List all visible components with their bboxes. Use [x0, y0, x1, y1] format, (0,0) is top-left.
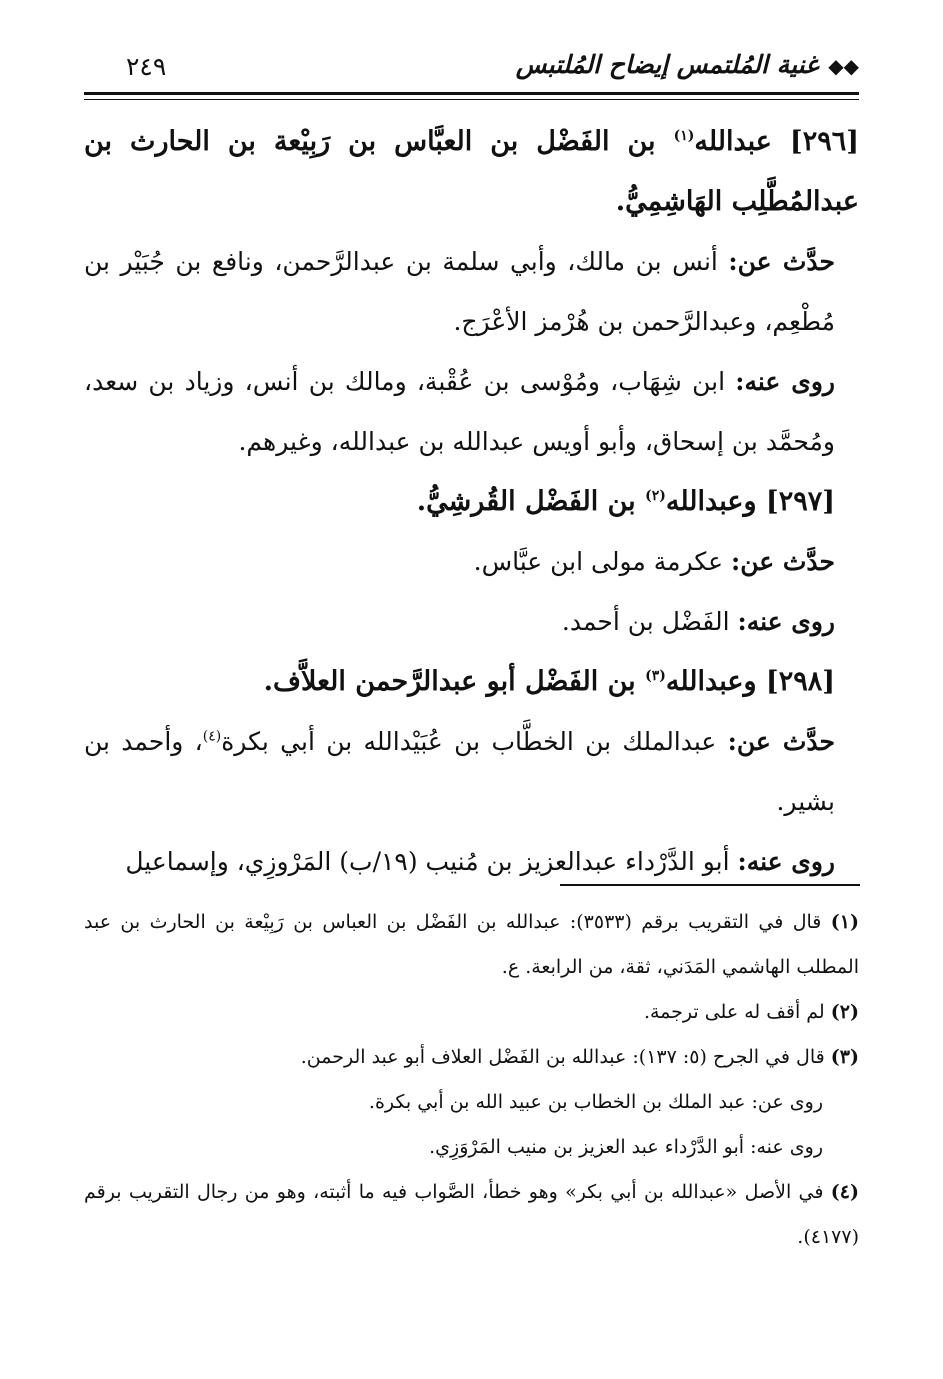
narrated-by-text: أبو الدَّرْداء عبدالعزيز بن مُنيب (١٩/ب) المَرْوزِي، وإسماعيل	[125, 847, 730, 876]
entry-296-heading	[84, 112, 859, 232]
entry-name: وعبدالله	[665, 486, 757, 517]
footnote-number: (١)	[830, 911, 859, 933]
running-title-text: غنية المُلتمس إيضاح المُلتبس	[515, 50, 819, 79]
footnote-3	[84, 1035, 859, 1080]
narrated-from-text-a: عبدالملك بن الخطَّاب بن عُبَيْدالله بن أبي بكرة	[221, 727, 717, 756]
footnote-ref: (١)	[673, 128, 695, 144]
narrated-by-text: ابن شِهَاب، ومُوْسى بن عُقْبة، ومالك بن أنس، وزياد بن سعد، ومُحمَّد بن إسحاق، وأبو أويس عبدالله بن عبدالله، وغيرهم.	[84, 367, 835, 456]
narrated-from-label: حدَّث عن:	[727, 727, 836, 756]
narrated-by-text: الفَضْل بن أحمد.	[561, 607, 730, 636]
entry-297-narrated-from	[84, 532, 859, 592]
page-number: ٢٤٩	[126, 52, 167, 81]
footnote-4	[84, 1170, 859, 1260]
entry-298-heading	[84, 652, 859, 712]
entry-298-narrated-from	[84, 712, 859, 832]
footnote-text: روى عنه: أبو الدَّرْداء عبد العزيز بن منيب المَرْوَزِي.	[429, 1136, 823, 1158]
entry-number: [٢٩٧]	[765, 486, 835, 517]
running-title	[516, 50, 859, 79]
header-rule-thick	[84, 92, 859, 95]
footnote-separator	[560, 884, 860, 886]
footnote-number: (٤)	[830, 1181, 860, 1203]
narrated-by-label: روى عنه:	[737, 607, 835, 636]
entry-number: [٢٩٦]	[789, 126, 859, 157]
narrated-from-text: أنس بن مالك، وأبي سلمة بن عبدالرَّحمن، ونافع بن جُبَيْر بن مُطْعِم، وعبدالرَّحمن بن هُرْمز الأعْرَج.	[84, 247, 835, 336]
entry-name: وعبدالله	[665, 666, 757, 697]
footnote-ref: (٤)	[202, 728, 222, 745]
entry-lineage: بن الفَضْل أبو عبدالرَّحمن العلاَّف.	[263, 666, 636, 697]
footnote-text: لم أقف له على ترجمة.	[643, 1001, 825, 1023]
footnote-1	[84, 900, 859, 990]
entry-lineage: بن الفَضْل بن العبَّاس بن رَبِيْعة بن الحارث بن عبدالمُطَّلِب الهَاشِمِيُّ.	[84, 126, 859, 217]
entry-296-narrated-by	[84, 352, 859, 472]
footnote-ref: (٢)	[645, 488, 666, 504]
entry-lineage: بن الفَضْل القُرشِيُّ.	[416, 486, 636, 517]
footnote-text: في الأصل «عبدالله بن أبي بكر» وهو خطأ، الصَّواب فيه ما أثبته، وهو من رجال التقريب برقم (٤١٧٧).	[84, 1181, 859, 1248]
narrated-from-label: حدَّث عن:	[728, 247, 835, 276]
footnote-ref: (٣)	[645, 668, 666, 684]
footnote-text: قال في التقريب برقم (٣٥٣٣): عبدالله بن الفَضْل بن العباس بن رَبِيْعة بن الحارث بن عبد المطلب الهاشمي المَدَني، ثقة، من الرابعة. ع.	[84, 911, 859, 978]
narrated-by-label: روى عنه:	[737, 847, 835, 876]
footnote-number: (٢)	[830, 1001, 859, 1023]
page-header	[84, 48, 859, 88]
narrated-from-text: عكرمة مولى ابن عبَّاس.	[473, 547, 724, 576]
narrated-from-text-b: ، وأحمد بن بشير.	[84, 727, 835, 816]
narrated-from-label: حدَّث عن:	[731, 547, 835, 576]
entry-number: [٢٩٨]	[765, 666, 835, 697]
entry-296-narrated-from	[84, 232, 859, 352]
entry-298-narrated-by	[84, 832, 859, 892]
footnotes	[84, 900, 859, 1260]
footnote-text: روى عن: عبد الملك بن الخطاب بن عبيد الله بن أبي بكرة.	[368, 1091, 823, 1113]
entry-name: عبدالله	[694, 126, 772, 157]
entry-297-heading	[84, 472, 859, 532]
narrated-by-label: روى عنه:	[735, 367, 835, 396]
header-rule-thin	[84, 99, 859, 100]
footnote-number: (٣)	[830, 1046, 859, 1068]
entry-297-narrated-by	[84, 592, 859, 652]
diamond-ornament-icon: ◆◆	[828, 54, 859, 78]
footnote-text: قال في الجرح (٥: ١٣٧): عبدالله بن الفَضْل العلاف أبو عبد الرحمن.	[300, 1046, 825, 1068]
main-text	[84, 112, 859, 892]
footnote-3-narrated-from	[84, 1080, 859, 1125]
footnote-2	[84, 990, 859, 1035]
footnote-3-narrated-by	[84, 1125, 859, 1170]
